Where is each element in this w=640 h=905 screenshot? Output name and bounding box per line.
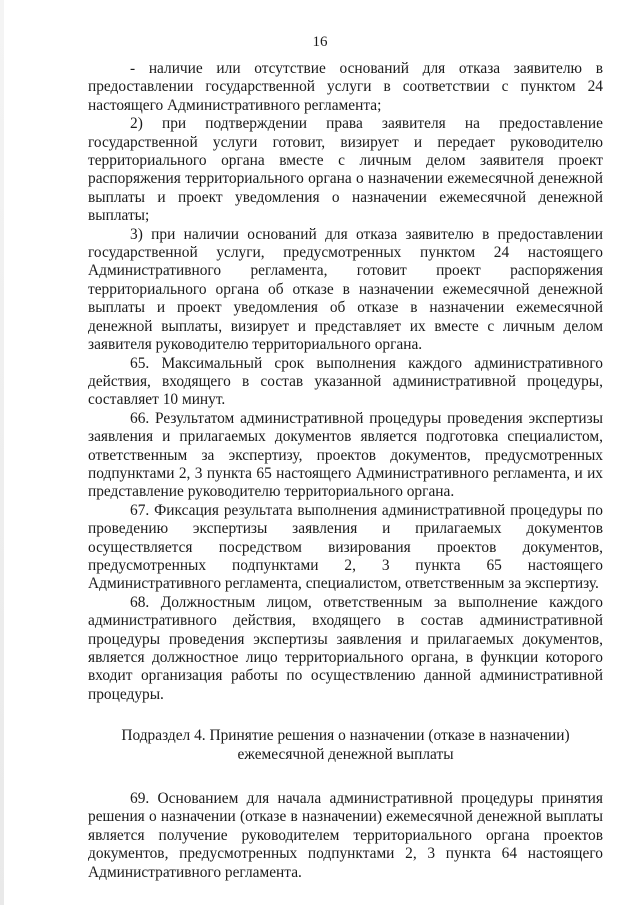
paragraph-item-3: 3) при наличии оснований для отказа заявителю в предоставлении государственной услуги, предусмотренных пунктом 24 настоящего Административного регламента, готовит проект распоряжения территориального органа об отказе в назначении ежемесячной денежной выплаты и проект уведомления об отказе в назначении ежемесячной денежной выплаты, визирует и представляет их вместе с личным делом заявителя руководителю территориального органа.: [88, 225, 603, 354]
subsection-heading-line-2: ежемесячной денежной выплаты: [237, 745, 454, 763]
paragraph-65: 65. Максимальный срок выполнения каждого административного действия, входящего в состав указанной административной процедуры, составляет 10 минут.: [88, 354, 603, 409]
document-body: [88, 60, 603, 882]
paragraph-grounds-check: - наличие или отсутствие оснований для отказа заявителю в предоставлении государственной услуги в соответствии с пунктом 24 настоящего Административного регламента;: [88, 60, 603, 114]
paragraph-item-2: 2) при подтверждении права заявителя на предоставление государственной услуги готовит, визирует и передает руководителю территориального органа вместе с личным делом заявителя проект распоряжения территориального органа о назначении ежемесячной денежной выплаты и проект уведомления о назначении ежемесячной денежной выплаты;: [88, 115, 603, 225]
paragraph-66: 66. Результатом административной процедуры проведения экспертизы заявления и прилагаемых документов является подготовка специалистом, ответственным за экспертизу, проектов документов, предусмотренных подпунктами 2, 3 пункта 65 настоящего Административного регламента, и их представление руководителю территориального органа.: [88, 409, 603, 501]
page-number: 16: [312, 34, 328, 50]
paragraph-68: 68. Должностным лицом, ответственным за выполнение каждого административного действия, входящего в состав административной процедуры проведения экспертизы заявления и прилагаемых документов, является должностное лицо территориального органа, в функции которого входит организация работы по осуществлению данной административной процедуры.: [88, 593, 603, 703]
paragraph-67: 67. Фиксация результата выполнения административной процедуры по проведению экспертизы заявления и прилагаемых документов осуществляется посредством визирования проектов документов, предусмотренных подпунктами 2, 3 пункта 65 настоящего Административного регламента, специалистом, ответственным за экспертизу.: [88, 501, 603, 593]
paragraph-69: 69. Основанием для начала административной процедуры принятия решения о назначении (отказе в назначении) ежемесячной денежной выплаты является получение руководителем территориального органа проектов документов, предусмотренных подпунктами 2, 3 пункта 64 настоящего Административного регламента.: [88, 790, 603, 881]
scan-edge: [0, 0, 4, 905]
subsection-heading-line-1: Подраздел 4. Принятие решения о назначении (отказе в назначении): [121, 727, 570, 745]
subsection-heading: [88, 727, 603, 764]
